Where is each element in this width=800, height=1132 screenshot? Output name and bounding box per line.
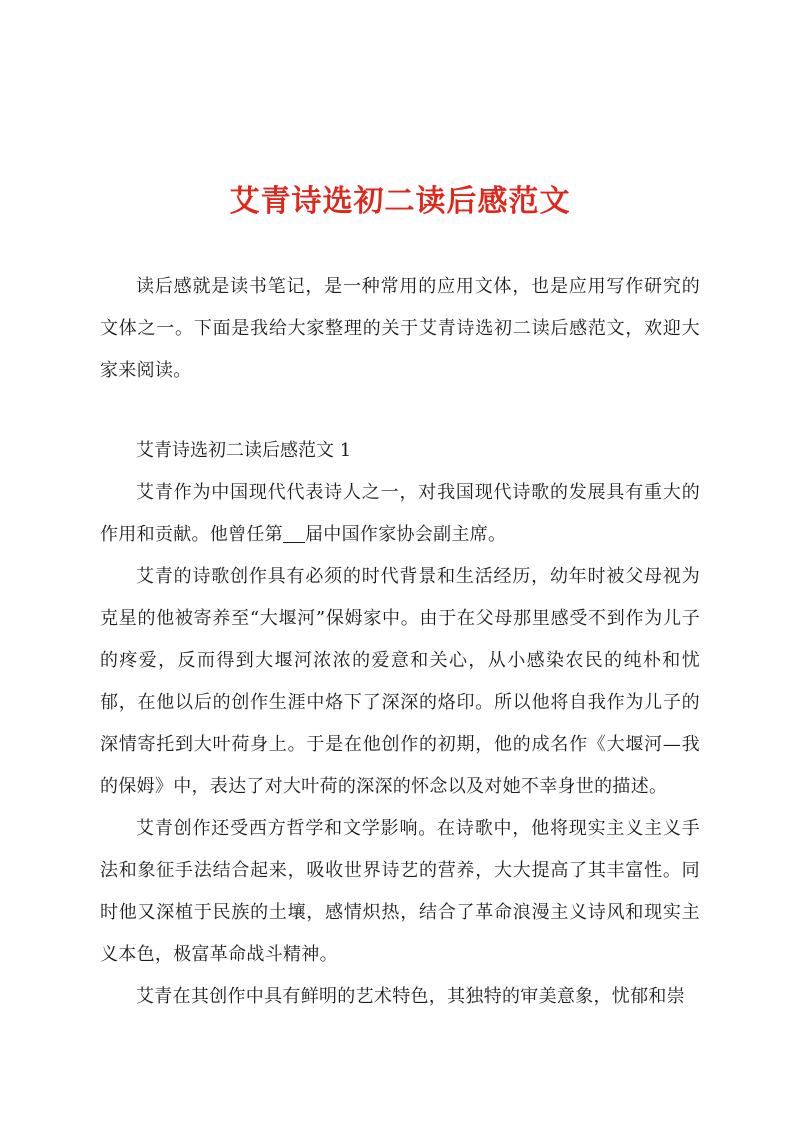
section-heading: 艾青诗选初二读后感范文 1 (136, 440, 352, 461)
paragraph-1-text-before-blank: 艾青作为中国现代代表诗人之一，对我国现代诗歌的发展具有重大的作用和贡献。他曾任第 (100, 482, 700, 545)
document-title: 艾青诗选初二读后感范文 (229, 184, 571, 219)
paragraph-1-text-after-blank: 届中国作家协会副主席。 (305, 524, 507, 545)
paragraph-2: 艾青的诗歌创作具有必须的时代背景和生活经历，幼年时被父母视为克星的他被寄养至“大堰河”保姆家中。由于在父母那里感受不到作为儿子的疼爱，反而得到大堰河浓浓的爱意和关心，从小感染农民的纯朴和忧郁，在他以后的创作生涯中烙下了深深的烙印。所以他将自我作为儿子的深情寄托到大叶荷身上。于是在他创作的初期，他的成名作《大堰河—我的保姆》中，表达了对大叶荷的深深的怀念以及对她不幸身世的描述。 (100, 566, 700, 797)
intro-paragraph: 读后感就是读书笔记，是一种常用的应用文体，也是应用写作研究的文体之一。下面是我给大家整理的关于艾青诗选初二读后感范文，欢迎大家来阅读。 (100, 276, 700, 381)
paragraph-3: 艾青创作还受西方哲学和文学影响。在诗歌中，他将现实主义主义手法和象征手法结合起来，吸收世界诗艺的营养，大大提高了其丰富性。同时他又深植于民族的土壤，感情炽热，结合了革命浪漫主义诗风和现实主义本色，极富革命战斗精神。 (100, 818, 700, 965)
paragraph-1 (100, 472, 700, 556)
fill-in-blank (283, 524, 305, 543)
document-page (100, 160, 700, 1018)
paragraph-4: 艾青在其创作中具有鲜明的艺术特色，其独特的审美意象，忧郁和崇 (136, 986, 685, 1007)
